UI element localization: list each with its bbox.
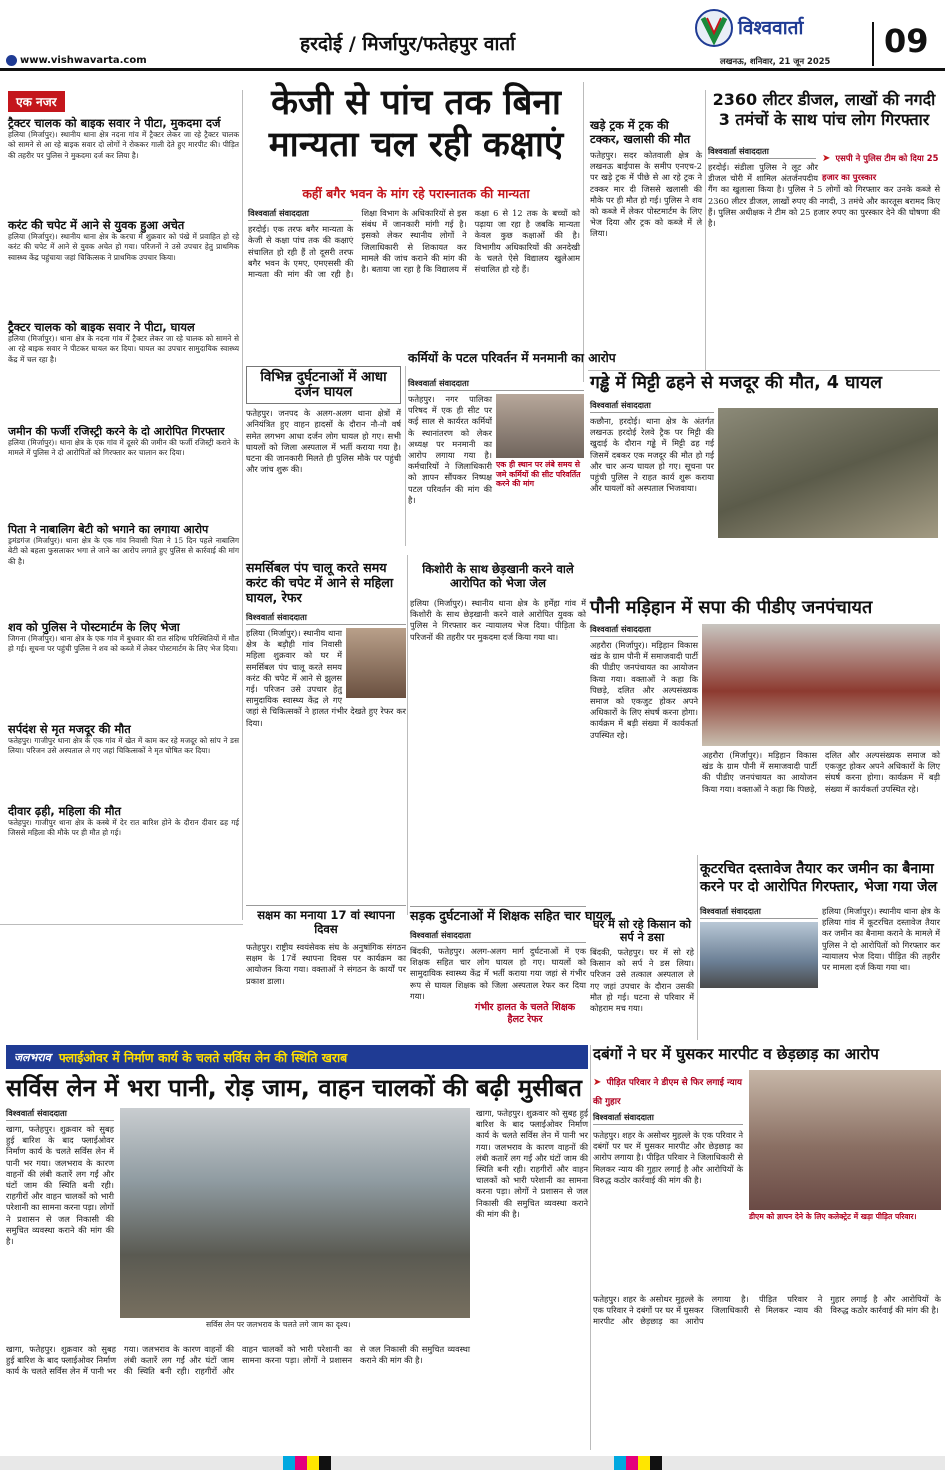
- column-divider: [407, 555, 408, 915]
- column-divider: [242, 90, 243, 920]
- section-title: हरदोई / मिर्जापुर/फतेहपुर वार्ता: [300, 33, 516, 55]
- truck-story: खड़े ट्रक में ट्रक की टक्कर, खलासी की मौत फतेहपुर। सदर कोतवाली क्षेत्र के लखनऊ बाईपास के समीप एनएच-2 पर खड़े ट्रक में पीछे से आ रहे ट्रक ने टक्कर मार दी जिससे खलासी की मौके पर ही मौत हो गई। पुलिस ने शव को कब्जे में लेकर पोस्टमार्टम के लिए भेज दिया और ट्रक को कब्जे में ले लिया।: [590, 118, 702, 239]
- website-url[interactable]: www.vishwavarta.com: [6, 52, 206, 68]
- jalbharav-headline: सर्विस लेन में भरा पानी, रोड़ जाम, वाहन चालकों की बढ़ी मुसीबत: [6, 1074, 582, 1102]
- road-story: विश्ववार्ता संवाददाता बिंदकी, फतेहपुर। अलग-अलग मार्ग दुर्घटनाओं में एक शिक्षक सहित चार लोग घायल हो गए। घायलों को सामुदायिक स्वास्थ्य केंद्र में भर्ती कराया गया जहां से गंभीर रूप से घायल शिक्षक को जिला अस्पताल रेफर कर दिया गया।: [410, 930, 586, 1001]
- gaddhe-headline: गड्ढे में मिट्टी ढहने से मजदूर की मौत, 4 घायल: [590, 373, 882, 393]
- jalbharav-bottom: खागा, फतेहपुर। शुक्रवार को सुबह हुई बारिश के बाद फ्लाईओवर निर्माण कार्य के चलते सर्विस लेन में पानी भर गया। जलभराव के कारण वाहनों की लंबी कतारें लग गईं और घंटों जाम की स्थिति बनी रही। राहगीरों और वाहन चालकों को भारी परेशानी का सामना करना पड़ा। लोगों ने प्रशासन से जल निकासी की समुचित व्यवस्था कराने की मांग की है।: [6, 1344, 470, 1377]
- column-divider: [583, 82, 584, 382]
- column-divider: [590, 1045, 591, 1450]
- dabang-story: ➤ पीड़ित परिवार ने डीएम से फिर लगाई न्याय की गुहार विश्ववार्ता संवाददाता फतेहपुर। शहर के असोथर मुहल्ले के एक परिवार ने दबंगों पर घर में घुसकर मारपीट और छेड़छाड़ का आरोप लगाया है। पीड़ित परिवार ने जिलाधिकारी से मिलकर न्याय की गुहार लगाई है और आरोपियों के विरुद्ध कठोर कार्रवाई की मांग की है। डीएम को ज्ञापन देने के लिए कलेक्ट्रेट में खड़ा पीड़ित परिवार। फतेहपुर। शहर के असोथर मुहल्ले के एक परिवार ने दबंगों पर घर में घुसकर मारपीट और छेड़छाड़ का आरोप लगाया है। पीड़ित परिवार ने जिलाधिकारी से मिलकर न्याय की गुहार लगाई है और आरोपियों के विरुद्ध कठोर कार्रवाई की मांग की है।: [593, 1070, 941, 1450]
- sapa-headline: पौनी मड़िहान में सपा की पीडीए जनपंचायत: [590, 597, 873, 618]
- ghar-story: घर में सो रहे किसान को सर्प ने डसा बिंदकी, फतेहपुर। घर में सो रहे किसान को सर्प ने डस लिया। परिजन उसे तत्काल अस्पताल ले गए जहां उपचार के दौरान उसकी मौत हो गई। घटना से परिवार में कोहराम मच गया।: [590, 918, 694, 1014]
- road-headline: सड़क दुर्घटनाओं में शिक्षक सहित चार घायल: [410, 906, 586, 926]
- brief-item: ट्रैक्टर चालक को बाइक सवार ने पीटा, घायल हलिया (मिर्जापुर)। थाना क्षेत्र के नदना गांव में ट्रैक्टर लेकर जा रहे चालक को सामने से आ रहे बाइक सवार ने पीटकर घायल कर दिया। घायल का उपचार सामुदायिक स्वास्थ्य केंद्र में चल रहा है।: [8, 320, 239, 364]
- dateline: लखनऊ, शनिवार, 21 जून 2025: [720, 56, 831, 66]
- brand-logo: विश्ववार्ता: [694, 8, 844, 52]
- diesel-reward: ➤ एसपी ने पुलिस टीम को दिया 25 हजार का पुरस्कार: [822, 153, 939, 182]
- masthead: [0, 0, 945, 72]
- lead-headline: केजी से पांच तक बिना मान्यता चल रही कक्षाएं: [268, 83, 564, 165]
- briefs-label: एक नजर: [8, 91, 65, 112]
- kishori-story: हलिया (मिर्जापुर)। स्थानीय थाना क्षेत्र के हर्मेहा गांव में किशोरी के साथ छेड़खानी करने वाले आरोपित युवक को पुलिस ने गिरफ्तार कर न्यायालय भेज दिया। पीड़िता के परिजनों की तहरीर पर मुकदमा दर्ज किया गया था।: [410, 598, 586, 642]
- brand-v-logo-icon: [694, 8, 734, 48]
- arrow-icon: ➤: [593, 1077, 602, 1088]
- jalbharav-banner: [6, 1045, 588, 1069]
- masthead-rule: [0, 68, 945, 71]
- brief-item: दीवार ढ़ही, महिला की मौत फतेहपुर। गाजीपुर थाना क्षेत्र के कस्बे में देर रात बारिश होने के दौरान दीवार ढह गई जिससे महिला की मौके पर ही मौत हो गई।: [8, 804, 239, 838]
- dabang-reward: ➤ पीड़ित परिवार ने डीएम से फिर लगाई न्याय की गुहार: [593, 1077, 743, 1107]
- dabang-photo: [749, 1070, 941, 1210]
- registration-bar: [0, 1456, 945, 1470]
- pump-headline: समर्सिबल पंप चालू करते समय करंट की चपेट में आने से महिला घायल, रेफर: [246, 560, 394, 605]
- yoga-story: फतेहपुर। राष्ट्रीय स्वयंसेवक संघ के अनुषांगिक संगठन सक्षम के 17वें स्थापना दिवस पर कार्यक्रम का आयोजन किया गया। वक्ताओं ने संगठन के कार्यों पर प्रकाश डाला।: [246, 942, 406, 986]
- gaddhe-photo: [718, 408, 938, 538]
- kootrachit-photo: [700, 922, 818, 988]
- globe-icon: [6, 55, 17, 66]
- lead-subheadline: कहीं बगैर भवन के मांग रहे परास्नातक की मान्यता: [302, 186, 530, 201]
- jalbharav-story: विश्ववार्ता संवाददाता खागा, फतेहपुर। शुक्रवार को सुबह हुई बारिश के बाद फ्लाईओवर निर्माण कार्य के चलते सर्विस लेन में पानी भर गया। जलभराव के कारण वाहनों की लंबी कतारें लग गईं और घंटों जाम की स्थिति बनी रही। राहगीरों और वाहन चालकों को भारी परेशानी का सामना करना पड़ा। लोगों ने प्रशासन से जल निकासी की समुचित व्यवस्था कराने की मांग की है। सर्विस लेन पर जलभराव के चलते लगे जाम का दृश्य। खागा, फतेहपुर। शुक्रवार को सुबह हुई बारिश के बाद फ्लाईओवर निर्माण कार्य के चलते सर्विस लेन में पानी भर गया। जलभराव के कारण वाहनों की लंबी कतारें लग गईं और घंटों जाम की स्थिति बनी रही। राहगीरों और वाहन चालकों को भारी परेशानी का सामना करना पड़ा। लोगों ने प्रशासन से जल निकासी की समुचित व्यवस्था कराने की मांग की है। खागा, फतेहपुर। शुक्रवार को सुबह हुई बारिश के बाद फ्लाईओवर निर्माण कार्य के चलते सर्विस लेन में पानी भर गया। जलभराव के कारण वाहनों की लंबी कतारें लग गईं और घंटों जाम की स्थिति बनी रही। राहगीरों और वाहन चालकों को भारी परेशानी का सामना करना पड़ा। लोगों ने प्रशासन से जल निकासी की समुचित व्यवस्था कराने की मांग की है।: [6, 1108, 588, 1450]
- sapa-story: विश्ववार्ता संवाददाता अहरौरा (मिर्जापुर)। मड़िहान विकास खंड के ग्राम पौनी में समाजवादी पार्टी की पीडीए जनपंचायत का आयोजन किया गया। वक्ताओं ने कहा कि पिछड़े, दलित और अल्पसंख्यक समाज को एकजुट होकर अपने अधिकारों के लिए संघर्ष करना होगा। कार्यक्रम में बड़ी संख्या में कार्यकर्ता उपस्थित रहे। अहरौरा (मिर्जापुर)। मड़िहान विकास खंड के ग्राम पौनी में समाजवादी पार्टी की पीडीए जनपंचायत का आयोजन किया गया। वक्ताओं ने कहा कि पिछड़े, दलित और अल्पसंख्यक समाज को एकजुट होकर अपने अधिकारों के लिए संघर्ष करना होगा। कार्यक्रम में बड़ी संख्या में कार्यकर्ता उपस्थित रहे।: [590, 624, 940, 852]
- section-rule: [0, 924, 243, 925]
- patel-headline: कर्मियों के पटल परिवर्तन में मनमानी का आरोप: [408, 351, 616, 365]
- pump-story: विश्ववार्ता संवाददाता हलिया (मिर्जापुर)। स्थानीय थाना क्षेत्र के बड़ौही गांव निवासी महिला शुक्रवार को घर में समर्सिबल पंप चालू करते समय करंट की चपेट में आने से झुलस गई। परिजन उसे उपचार हेतु सामुदायिक स्वास्थ्य केंद्र ले गए जहां से चिकित्सकों ने हालत गंभीर देखते हुए रेफर कर दिया।: [246, 612, 406, 728]
- patel-photo: [496, 394, 584, 458]
- sapa-continued: अहरौरा (मिर्जापुर)। मड़िहान विकास खंड के ग्राम पौनी में समाजवादी पार्टी की पीडीए जनपंचायत का आयोजन किया गया। वक्ताओं ने कहा कि पिछड़े, दलित और अल्पसंख्यक समाज को एकजुट होकर अपने अधिकारों के लिए संघर्ष करना होगा। कार्यक्रम में बड़ी संख्या में कार्यकर्ता उपस्थित रहे।: [702, 750, 940, 794]
- accident-headline-box: विभिन्न दुर्घटनाओं में आधा दर्जन घायल: [246, 366, 401, 404]
- patel-story: विश्ववार्ता संवाददाता एक ही स्थान पर लंबे समय से जमे कर्मियों की सीट परिवर्तित करने की मांग फतेहपुर। नगर पालिका परिषद में एक ही सीट पर कई साल से कार्यरत कर्मियों के स्थानांतरण को लेकर अध्यक्ष पर मनमानी का आरोप लगाया गया है। कर्मचारियों ने जिलाधिकारी को ज्ञापन सौंपकर निष्पक्ष पटल परिवर्तन की मांग की है।: [408, 378, 584, 563]
- column-divider: [405, 366, 406, 546]
- kishori-headline: किशोरी के साथ छेड़खानी करने वाले आरोपित को भेजा जेल: [422, 562, 574, 590]
- jalbharav-kicker: फ्लाईओवर में निर्माण कार्य के चलते सर्विस लेन की स्थिति खराब: [58, 1049, 348, 1065]
- accident-story: विभिन्न दुर्घटनाओं में आधा दर्जन घायल फतेहपुर। जनपद के अलग-अलग थाना क्षेत्रों में अनियंत्रित हुए वाहन हादसों के दौरान नौ-नौ वर्ष समेत लगभग आधा दर्जन लोग घायल हो गए। सभी घायलों को जिला अस्पताल में भर्ती कराया गया है। घटना की जानकारी मिलते ही पुलिस मौके पर पहुंची और जांच शुरू की।: [246, 366, 401, 551]
- column-divider: [705, 90, 706, 370]
- yoga-headline: सक्षम का मनाया 17 वां स्थापना दिवस: [246, 905, 406, 939]
- kootrachit-story: विश्ववार्ता संवाददाता हलिया (मिर्जापुर)। स्थानीय थाना क्षेत्र के हलिया गांव में कूटरचित दस्तावेज तैयार कर जमीन का बैनामा कराने के मामले में पुलिस ने दो आरोपितों को गिरफ्तार कर न्यायालय भेज दिया। पीड़ित की तहरीर पर मामला दर्ज किया गया था।: [700, 906, 940, 1040]
- gaddhe-story: विश्ववार्ता संवाददाता कछौना, हरदोई। थाना क्षेत्र के अंतर्गत लखनऊ हरदोई रेलवे ट्रैक पर मिट्टी की खुदाई के दौरान गड्ढे में मिट्टी ढह गई जिसमें दबकर एक मजदूर की मौत हो गई और चार अन्य घायल हो गए। सूचना पर पहुंची पुलिस ने राहत कार्य शुरू कराया और घायलों को अस्पताल भिजवाया।: [590, 400, 940, 595]
- briefs-column: [8, 91, 239, 921]
- diesel-headline: 2360 लीटर डीजल, लाखों की नगदी 3 तमंचों के साथ पांच लोग गिरफ्तार: [712, 90, 936, 129]
- brief-item: जमीन की फर्जी रजिस्ट्री करने के दो आरोपित गिरफ्तार हलिया (मिर्जापुर)। थाना क्षेत्र के एक गांव में दूसरे की जमीन की फर्जी रजिस्ट्री कराने के मामले में पुलिस ने दो आरोपितों को गिरफ्तार कर चालान कर दिया।: [8, 425, 239, 458]
- arrow-icon: ➤: [822, 153, 831, 164]
- brief-item: सर्पदंश से मृत मजदूर की मौत फतेहपुर। गाजीपुर थाना क्षेत्र के एक गांव में खेत में काम कर रहे मजदूर को सांप ने डस लिया। परिजन उसे अस्पताल ले गए जहां चिकित्सकों ने मृत घोषित कर दिया।: [8, 722, 239, 756]
- kootrachit-headline: कूटरचित दस्तावेज तैयार कर जमीन का बैनामा करने पर दो आरोपित गिरफ्तार, भेजा गया जेल: [700, 861, 938, 895]
- pump-photo: [346, 628, 406, 698]
- diesel-story: ➤ एसपी ने पुलिस टीम को दिया 25 हजार का पुरस्कार विश्ववार्ता संवाददाता हरदोई। संडीला पुलिस ने लूट और डीजल चोरी में शामिल अंतर्जनपदीय गैंग का खुलासा किया है। पुलिस ने 5 लोगों को गिरफ्तार कर उनके कब्जे से 2360 लीटर डीजल, लाखों रुपए की नगदी, 3 तमंचे और कारतूस बरामद किए हैं। पुलिस अधीक्षक ने टीम को 25 हजार रुपए का पुरस्कार देने की घोषणा की है।: [708, 146, 940, 229]
- jalbharav-continued: खागा, फतेहपुर। शुक्रवार को सुबह हुई बारिश के बाद फ्लाईओवर निर्माण कार्य के चलते सर्विस लेन में पानी भर गया। जलभराव के कारण वाहनों की लंबी कतारें लग गईं और घंटों जाम की स्थिति बनी रही। राहगीरों और वाहन चालकों को भारी परेशानी का सामना करना पड़ा। लोगों ने प्रशासन से जल निकासी की समुचित व्यवस्था कराने की मांग की है।: [476, 1108, 588, 1219]
- brief-item: ट्रैक्टर चालक को बाइक सवार ने पीटा, मुकदमा दर्ज हलिया (मिर्जापुर)। स्थानीय थाना क्षेत्र नदना गांव में ट्रैक्टर लेकर जा रहे ट्रैक्टर चालक को सामने से आ रहे बाइक सवार दो लोगों ने रोककर गाली देते हुए मारपीट की। पीड़ित की तहरीर पर पुलिस ने मुकदमा दर्ज कर लिया है।: [8, 116, 239, 160]
- brief-item: शव को पुलिस ने पोस्टमार्टम के लिए भेजा जिगना (मिर्जापुर)। थाना क्षेत्र के एक गांव में बुधवार की रात संदिग्ध परिस्थितियों में मौत हो गई। सूचना पर पहुंची पुलिस ने शव को कब्जे में लेकर पोस्टमार्टम के लिए भेज दिया।: [8, 620, 239, 654]
- page-number: 09: [872, 22, 938, 66]
- brief-item: पिता ने नाबालिग बेटी को भगाने का लगाया आरोप ड्रमंडगंज (मिर्जापुर)। थाना क्षेत्र के एक गांव निवासी पिता ने 15 दिन पहले नाबालिग बेटी को बहला फुसलाकर भगा ले जाने का आरोप लगाते हुए पुलिस से कार्रवाई की मांग की है।: [8, 523, 239, 566]
- row-divider: [588, 370, 940, 371]
- jalbharav-photo: [120, 1108, 470, 1318]
- column-divider: [697, 855, 698, 1040]
- sapa-photo: [702, 624, 940, 746]
- brief-item: करंट की चपेट में आने से युवक हुआ अचेत हलिया (मिर्जापुर)। स्थानीय थाना क्षेत्र के करचा में शुक्रवार को पंखे में प्रवाहित हो रहे करंट की चपेट में आने से युवक अचेत हो गया। परिजनों ने उसे उपचार हेतु प्राथमिक स्वास्थ्य केंद्र पहुंचाया जहां चिकित्सक ने प्राथमिक उपचार किया।: [8, 218, 239, 262]
- dabang-headline: दबंगों ने घर में घुसकर मारपीट व छेड़छाड़ का आरोप: [593, 1045, 879, 1063]
- dabang-continued: फतेहपुर। शहर के असोथर मुहल्ले के एक परिवार ने दबंगों पर घर में घुसकर मारपीट और छेड़छाड़ का आरोप लगाया है। पीड़ित परिवार ने जिलाधिकारी से मिलकर न्याय की गुहार लगाई है और आरोपियों के विरुद्ध कठोर कार्रवाई की मांग की है।: [593, 1294, 941, 1327]
- lead-body: विश्ववार्ता संवाददाता हरदोई। एक तरफ बगैर मान्यता के केजी से कक्षा पांच तक की कक्षाएं संचालित हो रही हैं तो दूसरी तरफ बगैर भवन के एमए, एमएससी की मान्यता की मांग की जा रही है। शिक्षा विभाग के अधिकारियों से इस संबंध में जानकारी मांगी गई है। इसको लेकर स्थानीय लोगों ने जिलाधिकारी से शिकायत कर मामले की जांच कराने की मांग की है। बताया जा रहा है कि विद्यालय में कक्षा 6 से 12 तक के बच्चों को पढ़ाया जा रहा है जबकि मान्यता केवल कुछ कक्षाओं की है। विभागीय अधिकारियों की अनदेखी के चलते ऐसे विद्यालय खुलेआम संचालित हो रहे हैं।: [248, 208, 580, 280]
- gambhir-box: गंभीर हालत के चलते शिक्षक हैलट रेफर: [470, 1002, 580, 1042]
- jalbharav-tag: जलभराव: [14, 1050, 51, 1064]
